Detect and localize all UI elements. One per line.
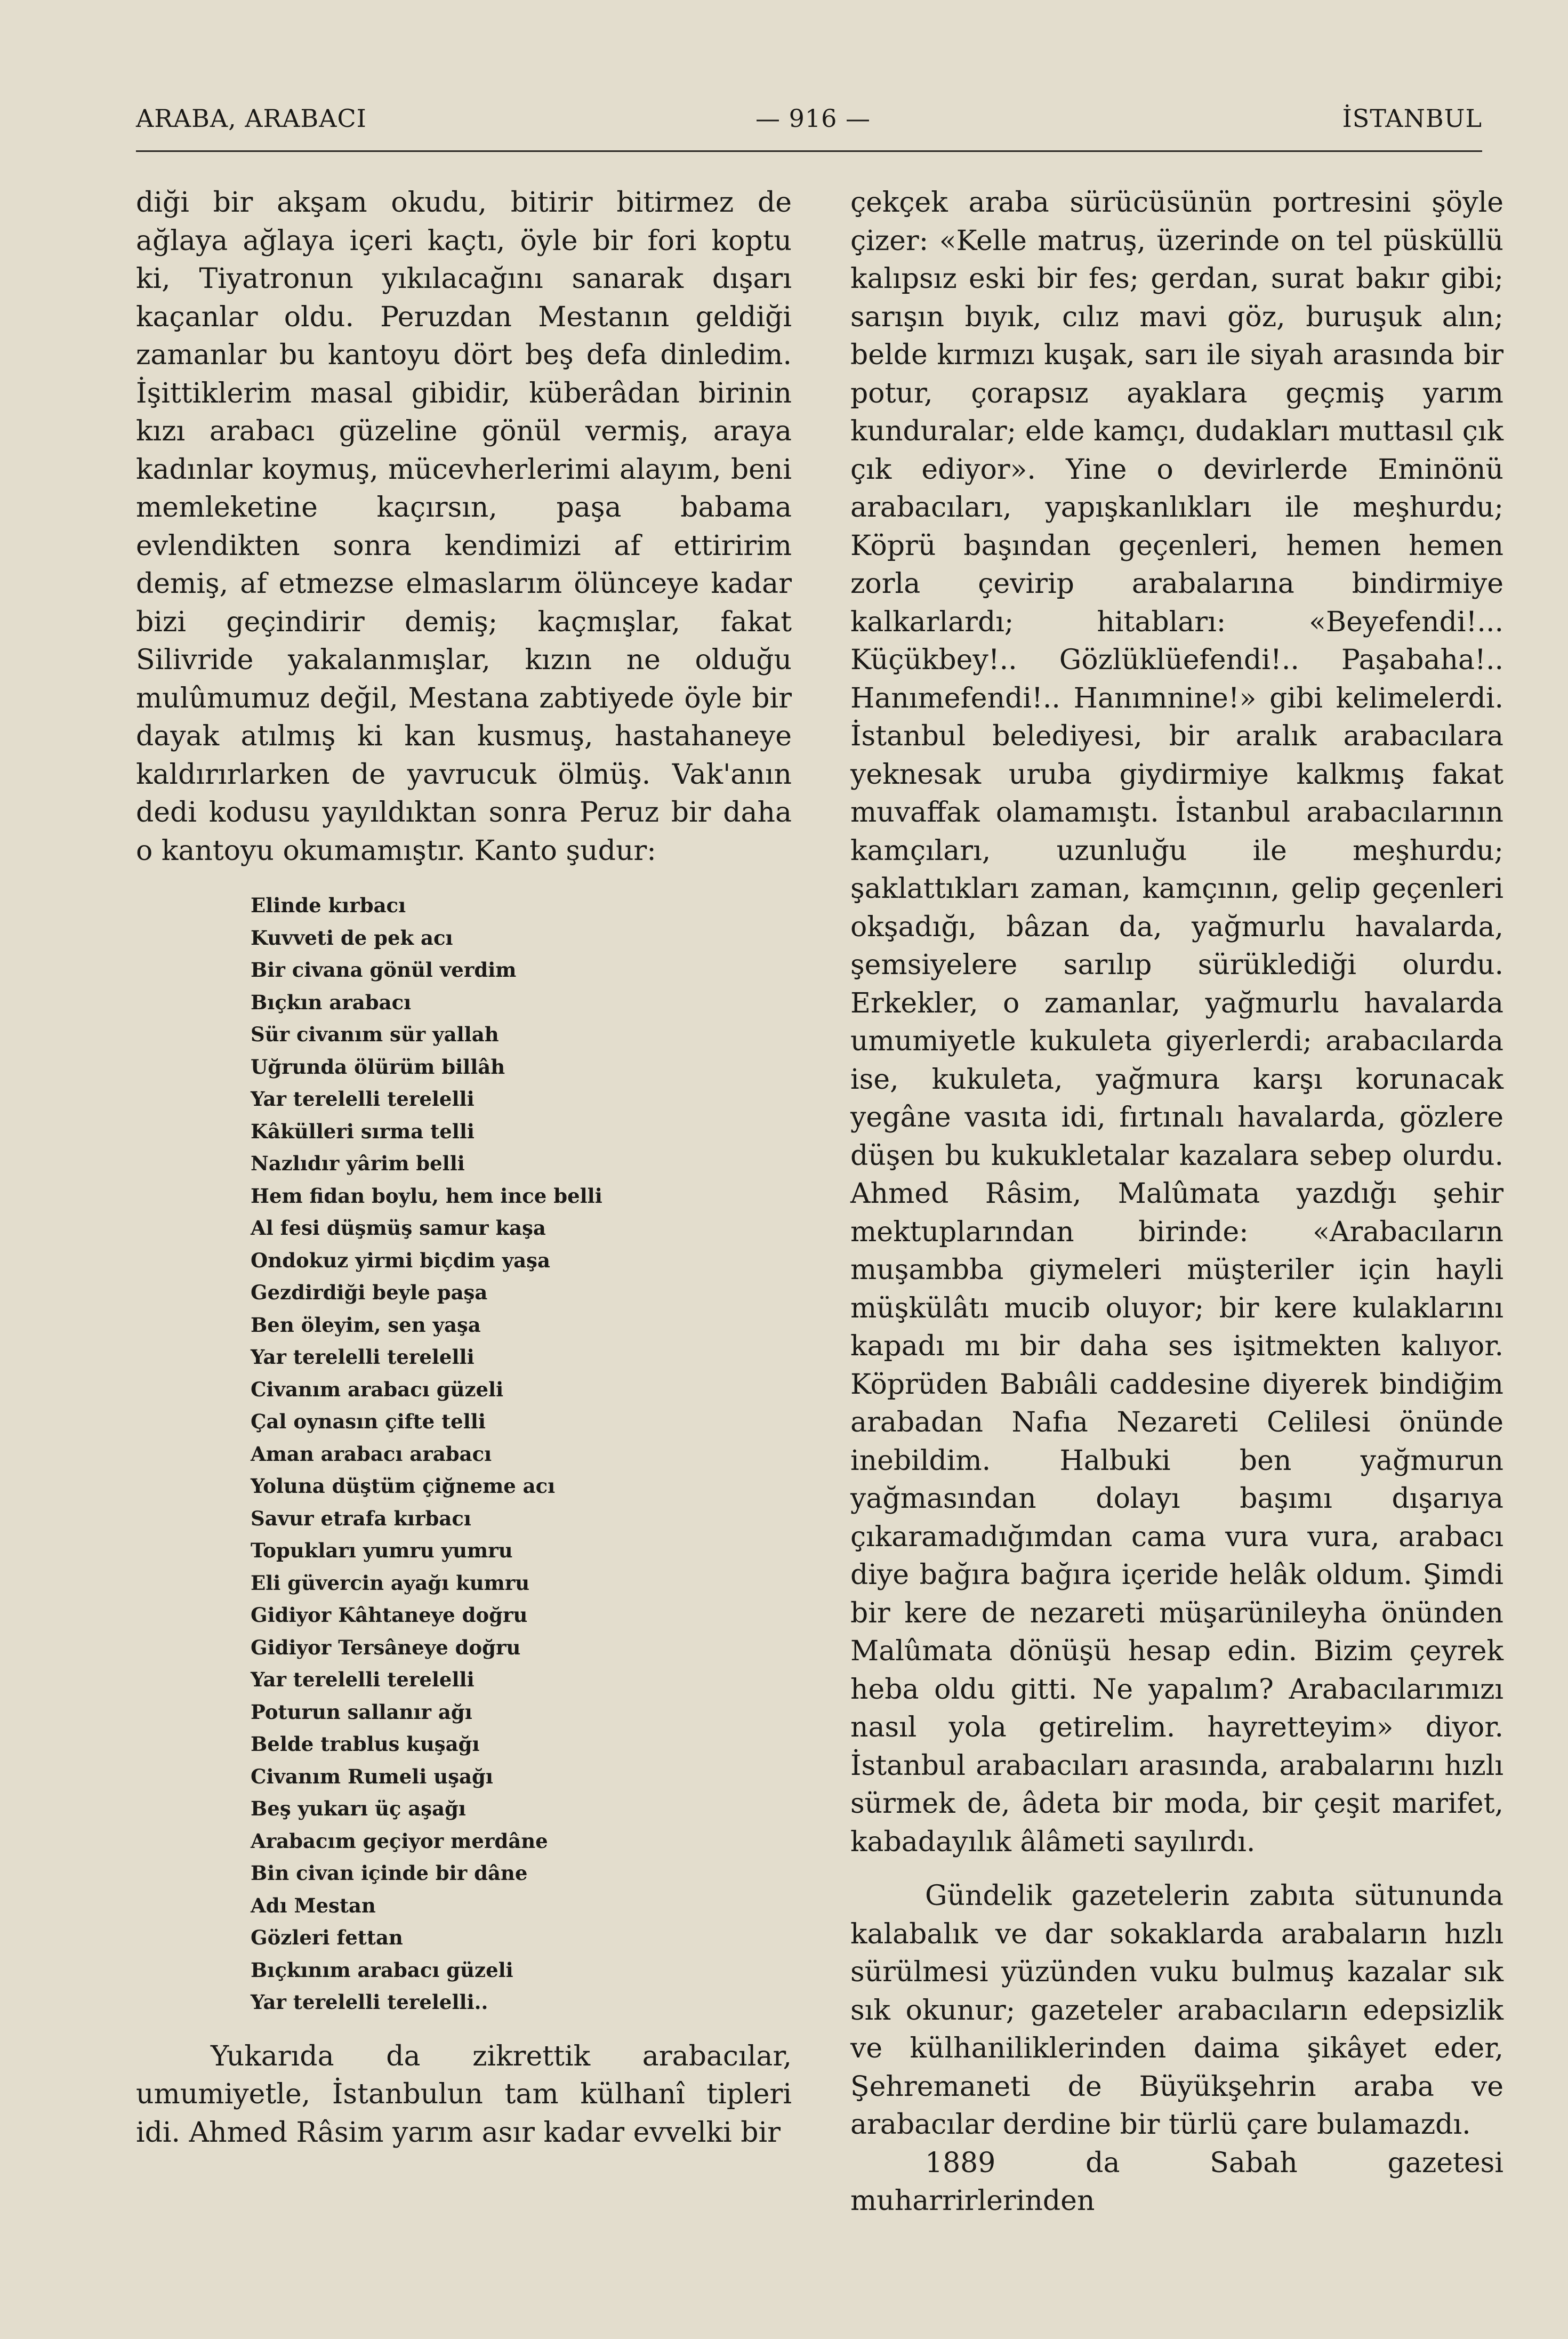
poem-line: Yar terelelli terelelli: [251, 1668, 475, 1691]
poem-line: Yar terelelli terelelli..: [251, 1990, 488, 2014]
poem-line: Beş yukarı üç aşağı: [251, 1797, 466, 1820]
poem-line: Bıçkınım arabacı güzeli: [251, 1958, 513, 1982]
poem-line: Yar terelelli terelelli: [251, 1345, 475, 1369]
poem-line: Adı Mestan: [251, 1893, 376, 1917]
right-column: [850, 184, 1503, 2221]
page-number: — 916 —: [755, 104, 871, 133]
poem-line: Eli güvercin ayağı kumru: [251, 1571, 530, 1595]
left-column: [136, 184, 792, 2152]
poem-line: Bin civan içinde bir dâne: [251, 1861, 528, 1885]
poem-line: Topukları yumru yumru: [251, 1539, 513, 1562]
poem-line: Poturun sallanır ağı: [251, 1700, 472, 1724]
poem-line: Kâkülleri sırma telli: [251, 1119, 475, 1143]
poem-line: Gidiyor Kâhtaneye doğru: [251, 1603, 528, 1627]
poem-line: Belde trablus kuşağı: [251, 1732, 480, 1756]
poem-line: Yar terelelli terelelli: [251, 1087, 475, 1111]
poem-line: Yoluna düştüm çiğneme acı: [251, 1474, 556, 1498]
running-header: [136, 104, 1482, 147]
left-outro-paragraph: Yukarıda da zikrettik arabacılar, umumiyetle, İstanbulun tam külhanî tipleri idi. Ahmed Râsim yarım asır kadar evvelki bir: [136, 2040, 792, 2149]
kanto-poem: [251, 889, 792, 2019]
right-paragraph-3: 1889 da Sabah gazetesi muharrirlerinden: [850, 2147, 1503, 2217]
poem-line: Elinde kırbacı: [251, 894, 406, 917]
header-section-title: ARABA, ARABACI: [136, 104, 367, 133]
poem-line: Civanım Rumeli uşağı: [251, 1764, 493, 1788]
right-paragraph-1: çekçek araba sürücüsünün portresini şöyle çizer: «Kelle matruş, üzerinde on tel püsküllü kalıpsız eski bir fes; gerdan, surat bakır gibi; sarışın bıyık, cılız mavi göz, buruşuk alın; belde kırmızı kuşak, sarı ile siyah arasında bir potur, çorapsız ayaklara geçmiş yarım kunduralar; elde kamçı, dudakları muttasıl çık çık ediyor». Yine o devirlerde Eminönü arabacıları, yapışkanlıkları ile meşhurdu; Köprü başından geçenleri, hemen hemen zorla çevirip arabalarına bindirmiye kalkarlardı; hitabları: «Beyefendi!... Küçükbey!.. Gözlüklüefendi!.. Paşabaha!.. Hanımefendi!.. Hanımnine!» gibi kelimelerdi. İstanbul belediyesi, bir aralık arabacılara yeknesak uruba giydirmiye kalkmış fakat muvaffak olamamıştı. İstanbul arabacılarının kamçıları, uzunluğu ile meşhurdu; şaklattıkları zaman, kamçının, gelip geçenleri okşadığı, bâzan da, yağmurlu havalarda, şemsiyelere sarılıp sürüklediği olurdu. Erkekler, o zamanlar, yağmurlu havalarda umumiyetle kukuleta giyerlerdi; arabacılarda ise, kukuleta, yağmura karşı korunacak yegâne vasıta idi, fırtınalı havalarda, gözlere düşen bu kukukletalar kazalara sebep olurdu. Ahmed Râsim, Malûmata yazdığı şehir mektuplarından birinde: «Arabacıların muşambba giymeleri müşteriler için hayli müşkülâtı mucib oluyor; bir kere kulaklarını kapadı mı bir daha ses işitmekten kalıyor. Köprüden Babıâli caddesine diyerek bindiğim arabadan Nafıa Nezareti Celilesi önünde inebildim. Halbuki ben yağmurun yağmasından dolayı başımı dışarıya çıkaramadığımdan cama vura vura, arabacı diye bağıra bağıra içeride helâk oldum. Şimdi bir kere de nezareti müşarünileyha önünden Malûmata dönüşü hesap edin. Bizim çeyrek heba oldu gitti. Ne yapalım? Arabacılarımızı nasıl yola getirelim. hayretteyim» diyor. İstanbul arabacıları arasında, arabalarını hızlı sürmek de, âdeta bir moda, bir çeşit marifet, kabadayılık âlâmeti sayılırdı.: [850, 187, 1503, 1858]
poem-line: Sür civanım sür yallah: [251, 1023, 499, 1046]
poem-line: Hem fidan boylu, hem ince belli: [251, 1184, 602, 1208]
poem-line: Savur etrafa kırbacı: [251, 1506, 471, 1530]
poem-line: Ondokuz yirmi biçdim yaşa: [251, 1248, 550, 1272]
header-rule: [136, 150, 1482, 152]
poem-line: Gidiyor Tersâneye doğru: [251, 1635, 521, 1659]
poem-line: Civanım arabacı güzeli: [251, 1377, 504, 1401]
poem-line: Bir civana gönül verdim: [251, 958, 517, 982]
poem-line: Gözleri fettan: [251, 1926, 403, 1949]
poem-line: Al fesi düşmüş samur kaşa: [251, 1216, 546, 1240]
poem-line: Bıçkın arabacı: [251, 990, 412, 1014]
poem-line: Nazlıdır yârim belli: [251, 1152, 465, 1175]
header-city: İSTANBUL: [1342, 104, 1482, 133]
poem-line: Uğrunda ölürüm billâh: [251, 1055, 505, 1079]
poem-line: Çal oynasın çifte telli: [251, 1410, 486, 1433]
poem-line: Kuvveti de pek acı: [251, 926, 453, 950]
poem-line: Aman arabacı arabacı: [251, 1442, 492, 1466]
poem-line: Ben öleyim, sen yaşa: [251, 1313, 481, 1337]
poem-line: Gezdirdiği beyle paşa: [251, 1281, 488, 1304]
left-intro-paragraph: diği bir akşam okudu, bitirir bitirmez de ağlaya ağlaya içeri kaçtı, öyle bir fori koptu ki, Tiyatronun yıkılacağını sanarak dışarı kaçanlar oldu. Peruzdan Mestanın geldiği zamanlar bu kantoyu dört beş defa dinledim. İşittiklerim masal gibidir, küberâdan birinin kızı arabacı güzeline gönül vermiş, araya kadınlar koymuş, mücevherlerimi alayım, beni memleketine kaçırsın, paşa babama evlendikten sonra kendimizi af ettiririm demiş, af etmezse elmaslarım ölünceye kadar bizi geçindirir demiş; kaçmışlar, fakat Silivride yakalanmışlar, kızın ne olduğu mulûmumuz değil, Mestana zabtiyede öyle bir dayak atılmış ki kan kusmuş, hastahaneye kaldırırlarken de yavrucuk ölmüş. Vak'anın dedi kodusu yayıldıktan sonra Peruz bir daha o kantoyu okumamıştır. Kanto şudur:: [136, 187, 792, 867]
poem-line: Arabacım geçiyor merdâne: [251, 1829, 548, 1853]
right-paragraph-2: Gündelik gazetelerin zabıta sütununda kalabalık ve dar sokaklarda arabaların hızlı sürülmesi yüzünden vuku bulmuş kazalar sık sık okunur; gazeteler arabacıların edepsizlik ve külhaniliklerinden daima şikâyet eder, Şehremaneti de Büyükşehrin araba ve arabacılar derdine bir türlü çare bulamazdı.: [850, 1880, 1503, 2141]
